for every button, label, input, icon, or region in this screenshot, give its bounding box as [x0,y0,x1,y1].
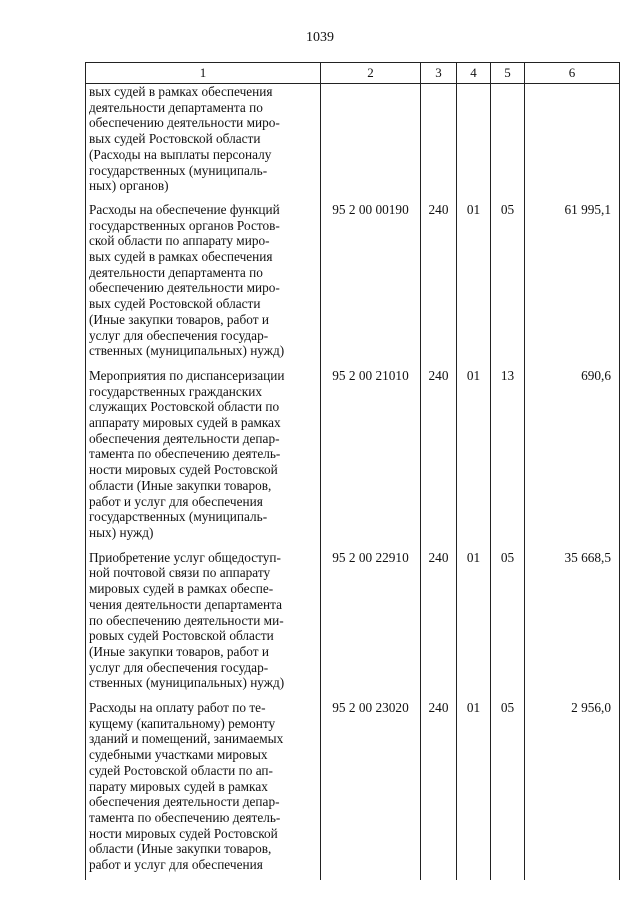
row-rz: 01 [457,366,491,548]
row-code: 95 2 00 22910 [321,548,421,698]
header-col-2: 2 [321,63,421,84]
row-code: 95 2 00 00190 [321,200,421,366]
table-row-continuation [86,84,620,200]
page-number: 1039 [306,30,334,45]
row-description: Расходы на оплату работ по те- кущему (капитальному) ремонту зданий и помещений, занимаемых судебными участками мировых судей Ростовской области по ап- парату мировых судей в рамках обеспечения деятельности депар- тамента по обеспечению деятель- ности мировых судей Ростовской области (Иные закупки товаров, работ и услуг для обеспечения [86,698,321,880]
header-col-3: 3 [421,63,457,84]
row-amount: 2 956,0 [525,698,620,880]
row-amount: 61 995,1 [525,200,620,366]
row-pr: 05 [491,200,525,366]
table-row [86,698,620,880]
row-description: Мероприятия по диспансеризации государственных гражданских служащих Ростовской области по аппарату мировых судей в рамках обеспечения деятельности депар- тамента по обеспечению деятель- ности мировых судей Ростовской области (Иные закупки товаров, работ и услуг для обеспечения государственных (муниципаль- ных) нужд) [86,366,321,548]
budget-table [85,62,620,880]
header-col-1: 1 [86,63,321,84]
row-amount: 35 668,5 [525,548,620,698]
row-rz: 01 [457,698,491,880]
row-description: Расходы на обеспечение функций государственных органов Ростов- ской области по аппарату миро- вых судей в рамках обеспечения деятельности департамента по обеспечению деятельности миро- вых судей Ростовской области (Иные закупки товаров, работ и услуг для обеспечения государ- ственных (муниципальных) нужд) [86,200,321,366]
row-vr: 240 [421,366,457,548]
header-col-6: 6 [525,63,620,84]
row-code: 95 2 00 21010 [321,366,421,548]
row-pr: 13 [491,366,525,548]
table-row [86,366,620,548]
row-pr: 05 [491,698,525,880]
row-code: 95 2 00 23020 [321,698,421,880]
row-rz: 01 [457,548,491,698]
table-row [86,200,620,366]
row-rz: 01 [457,200,491,366]
row-vr: 240 [421,548,457,698]
row-amount: 690,6 [525,366,620,548]
row-vr: 240 [421,698,457,880]
header-col-5: 5 [491,63,525,84]
row-description: Приобретение услуг общедоступ- ной почтовой связи по аппарату мировых судей в рамках обеспе- чения деятельности департамента по обеспечению деятельности ми- ровых судей Ростовской области (Иные закупки товаров, работ и услуг для обеспечения государ- ственных (муниципальных) нужд) [86,548,321,698]
row-pr: 05 [491,548,525,698]
header-col-4: 4 [457,63,491,84]
table-header [86,63,620,84]
table-row [86,548,620,698]
row-vr: 240 [421,200,457,366]
continuation-description: вых судей в рамках обеспечения деятельности департамента по обеспечению деятельности миро- вых судей Ростовской области (Расходы на выплаты персоналу государственных (муниципаль- ных) органов) [86,84,321,200]
